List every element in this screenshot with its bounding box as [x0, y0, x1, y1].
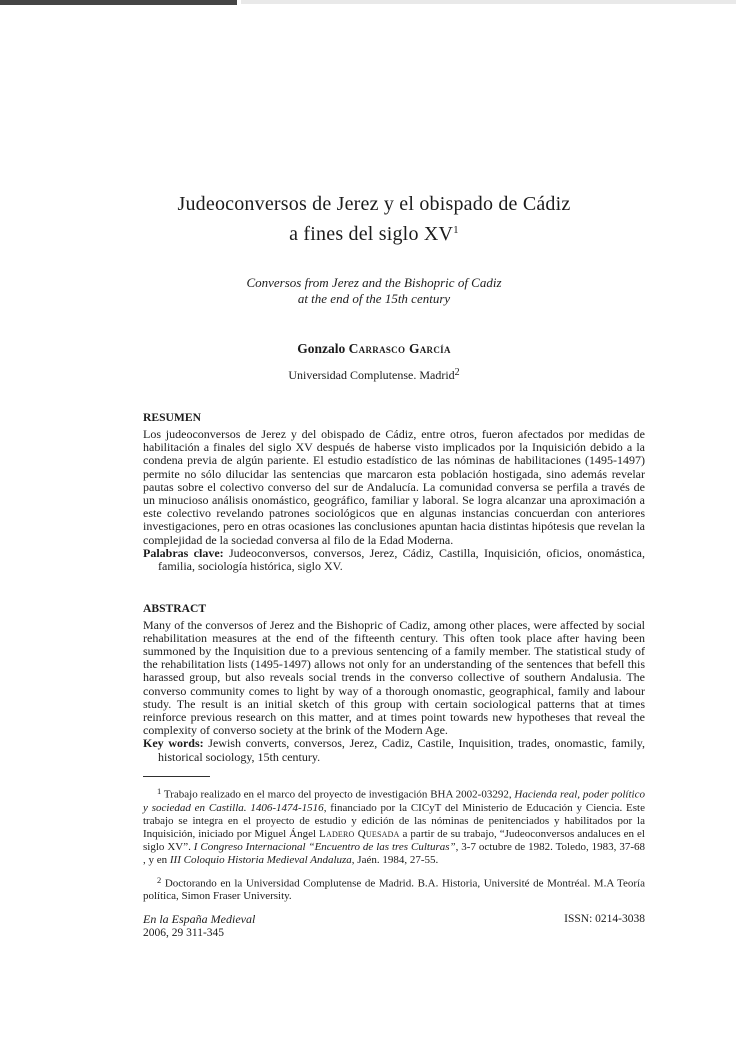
key-words-list: Jewish converts, conversos, Jerez, Cadiz, Castile, Inquisition, trades, onomastic, family, historical sociology, 15th century.	[158, 736, 645, 764]
abstract-body: Many of the conversos of Jerez and the Bishopric of Cadiz, among other places, were affected by social rehabilitation measures at the end of the fifteenth century. This often took place after having been summoned by the Inquisition due to a previous sentencing of a family member. The statistical study of the rehabilitation lists (1495-1497) allows not only for an understanding of the sentences that befell this harassed group, but also reveals social trends in the converso collective of southern Andalusia. The converso community comes to light by way of a thorough onomastic, geographical, family and labour study. The result is an initial sketch of this group with certain sociological patterns that at times reinforce previous research on this matter, and at times point towards new hypotheses that reveal the complexity of converso society at the brink of the Modern Age.	[143, 617, 645, 738]
journal-info	[143, 912, 255, 940]
author-first-name: Gonzalo	[297, 341, 349, 356]
resumen-section	[143, 411, 645, 574]
article-title-line2: a fines del siglo $XV^1$	[289, 223, 459, 245]
article-subtitle	[143, 275, 605, 307]
journal-issn: ISSN: 0214-3038	[564, 913, 645, 926]
journal-title: En la España Medieval	[143, 912, 256, 927]
affiliation-footnote-marker: 2	[454, 367, 460, 378]
cited-author-small-caps: Ladero Quesada	[319, 827, 400, 840]
footnote-2: $^2$ Doctorando en la Universidad Complutense de Madrid. B.A. Historia, Université de Montréal. M.A Teoría política, Simon Fraser University.	[143, 874, 645, 903]
author-name	[143, 341, 605, 356]
key-words-label: Key words:	[143, 736, 204, 751]
resumen-body: Los judeoconversos de Jerez y del obispado de Cádiz, entre otros, fueron afectados por medidas de habilitación a finales del siglo XV después de haberse visto implicados por la Inquisición debido a la condena previa de algún pariente. El estudio estadístico de las nóminas de habilitaciones (1495-1497) permite no sólo dilucidar las sentencias que marcaron esta población hostigada, sino además revelar pautas sobre el colectivo converso del sur de Andalucía. La comunidad conversa se perfila a través de un minucioso análisis onomástico, geográfico, familiar y laboral. Se logra alcanzar una aproximación a este colectivo revelando patrones sociológicos que en algunas instancias concuerdan con anteriores investigaciones, pero en otras ocasiones las conclusiones apuntan hacia distintas hipótesis que revelan la complejidad de la sociedad conversa al filo de la Edad Moderna.	[143, 427, 645, 547]
title-footnote-marker: 1	[453, 224, 459, 236]
footnote-1-marker: 1	[157, 786, 162, 797]
author-last-name: Carrasco García	[348, 341, 451, 356]
author-affiliation: Universidad Complutense. Madrid$^2$	[288, 367, 460, 382]
article-subtitle-line2: at the end of the 15th century	[297, 291, 451, 306]
article-title	[143, 191, 605, 247]
journal-volume-pages: 2006, 29 311-345	[143, 927, 225, 940]
article-subtitle-line1: Conversos from Jerez and the Bishopric of Cadiz	[246, 275, 502, 290]
article-title-line1: Judeoconversos de Jerez y el obispado de Cádiz	[177, 193, 571, 215]
palabras-clave	[143, 547, 645, 574]
footnote-1: $^1$ Trabajo realizado en el marco del proyecto de investigación BHA 2002-03292, Hacienda real, poder político y sociedad en Castilla. 1406-1474-1516, financiado por la CICyT del Ministerio de Educación y Ciencia. Este trabajo se integra en el proyecto de estudio y edición de las nóminas de penitenciados y habilitados por la Inquisición, iniciado por Miguel Ángel Ladero Quesada a partir de su trabajo, “Judeoconversos andaluces en el siglo XV”. I Congreso Internacional “Encuentro de las tres Culturas”, 3-7 octubre de 1982. Toledo, 1983, 37-68 , y en III Coloquio Historia Medieval Andaluza, Jaén. 1984, 27-55.	[143, 786, 645, 866]
palabras-clave-label: Palabras clave:	[143, 545, 224, 560]
abstract-heading: ABSTRACT	[143, 601, 207, 615]
article-header	[143, 191, 645, 383]
palabras-clave-list: Judeoconversos, conversos, Jerez, Cádiz, Castilla, Inquisición, oficios, onomástica, familia, sociología histórica, siglo XV.	[158, 545, 645, 574]
key-words	[143, 737, 645, 764]
resumen-heading: RESUMEN	[143, 411, 201, 424]
page-footer	[143, 912, 645, 940]
page-content	[143, 0, 645, 940]
footnote-separator	[143, 776, 210, 777]
abstract-section	[143, 602, 645, 765]
footnote-2-marker: 2	[157, 874, 162, 885]
